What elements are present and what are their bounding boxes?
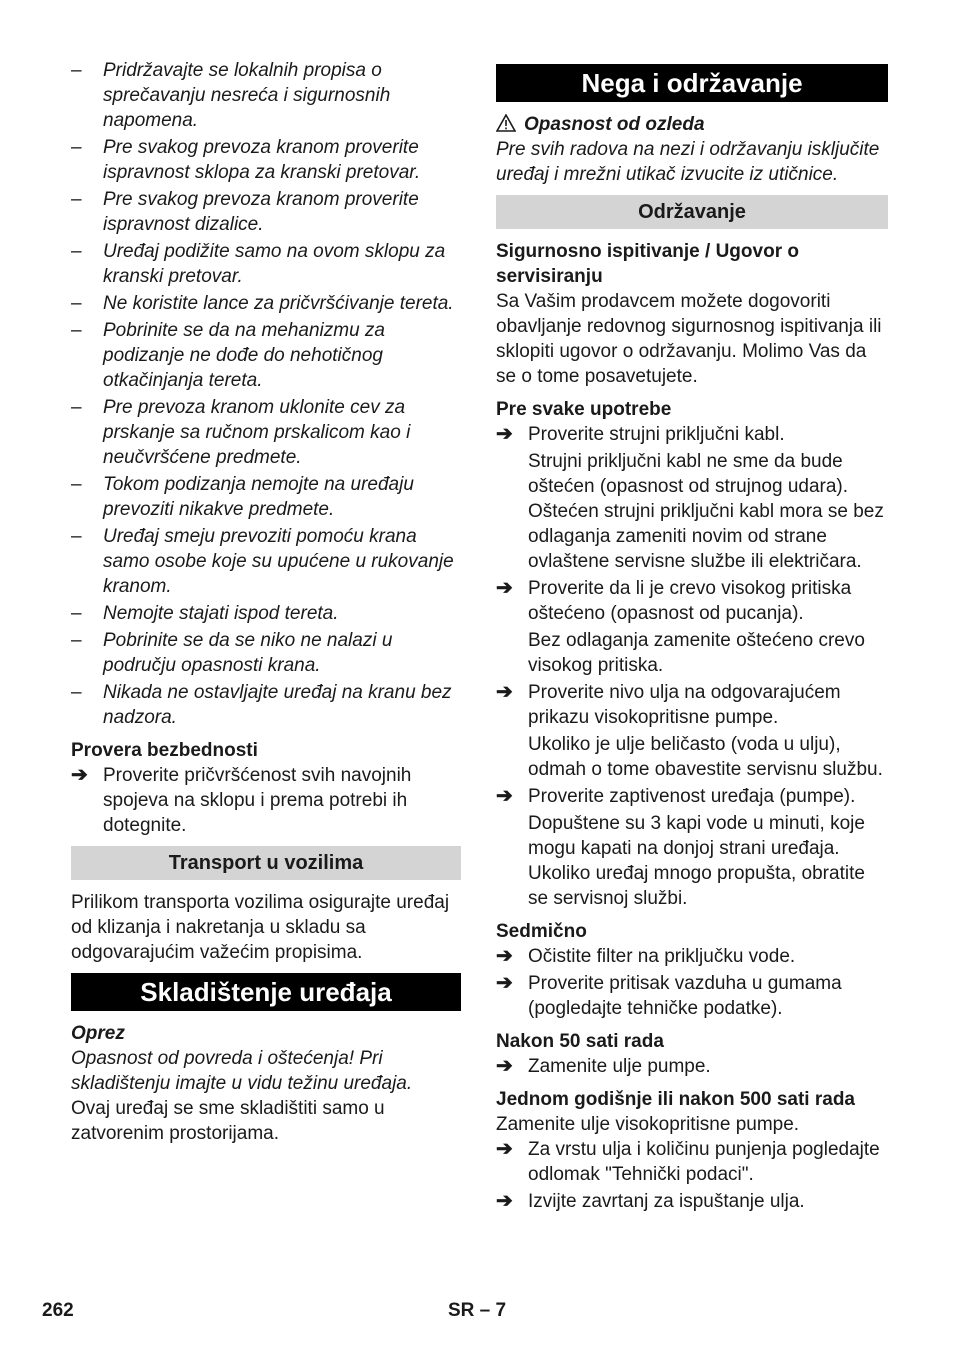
arrow-right-icon: ➔ bbox=[496, 1190, 513, 1212]
list-item: – Uređaj podižite samo na ovom sklopu za kranski pretovar. bbox=[71, 241, 446, 287]
list-item-detail: Ukoliko je ulje beličasto (voda u ulju), odmah o tome obavestite servisnu službu. bbox=[528, 734, 883, 780]
list-item: ➔ Proverite pritisak vazduha u gumama (pogledajte tehničke podatke). bbox=[496, 972, 842, 1019]
before-use-heading: Pre svake upotrebe bbox=[496, 399, 672, 420]
list-item: – Tokom podizanja nemojte na uređaju prevoziti nikakve predmete. bbox=[71, 474, 414, 520]
language-page-label: SR – 7 bbox=[448, 1300, 507, 1321]
list-item: ➔ Proverite pričvršćenost svih navojnih spojeva na sklopu i prema potrebi ih dotegnite. bbox=[71, 764, 412, 836]
list-item-detail: Strujni priključni kabl ne sme da bude oštećen (opasnost od strujnog udara). Oštećen strujni priključni kabl mora se bez odlaganja zameniti novim od strane ovlaštene servisne službe ili električara. bbox=[528, 451, 884, 572]
safety-inspection-text: Sa Vašim prodavcem možete dogovoriti obavljanje redovnog sigurnosnog ispitivanja ili sklopiti ugovor o održavanju. Molimo Vas da se o tome posavetujete. bbox=[496, 291, 882, 387]
list-item: – Nemojte stajati ispod tereta. bbox=[71, 603, 339, 624]
storage-text: Ovaj uređaj se sme skladištiti samo u zatvorenim prostorijama. bbox=[71, 1098, 385, 1144]
transport-text: Prilikom transporta vozilima osigurajte uređaj od klizanja i nakretanja u skladu sa odgovarajućim važećim propisima. bbox=[71, 892, 450, 963]
danger-text: Pre svih radova na nezi i održavanju isključite uređaj i mrežni utikač izvucite iz utičnice. bbox=[496, 139, 880, 185]
arrow-right-icon: ➔ bbox=[496, 1138, 513, 1160]
arrow-right-icon: ➔ bbox=[496, 1055, 513, 1077]
caution-label: Oprez bbox=[71, 1023, 125, 1044]
right-column bbox=[496, 64, 888, 1216]
dash-mark: – bbox=[71, 137, 82, 158]
list-item: – Pobrinite se da na mehanizmu za podizanje ne dođe do nehotičnog otkačinjanja tereta. bbox=[71, 320, 385, 391]
left-column bbox=[71, 58, 461, 1146]
arrow-right-icon: ➔ bbox=[496, 945, 513, 967]
crane-safety-list bbox=[71, 58, 461, 730]
yearly-text: Zamenite ulje visokopritisne pumpe. bbox=[496, 1114, 800, 1135]
care-heading: Nega i održavanje bbox=[496, 64, 888, 102]
dash-mark: – bbox=[71, 630, 82, 651]
list-item-detail: Bez odlaganja zamenite oštećeno crevo visokog pritiska. bbox=[528, 630, 865, 676]
weekly-heading: Sedmično bbox=[496, 921, 587, 942]
safety-check-heading: Provera bezbednosti bbox=[71, 740, 258, 761]
list-item: – Pobrinite se da se niko ne nalazi u području opasnosti krana. bbox=[71, 630, 393, 676]
list-item: ➔ Proverite zaptivenost uređaja (pumpe). bbox=[496, 785, 856, 807]
list-item: – Pre prevoza kranom uklonite cev za prskanje sa ručnom prskalicom kao i neučvršćene predmete. bbox=[71, 397, 411, 468]
danger-label-row bbox=[496, 112, 888, 137]
dash-mark: – bbox=[71, 474, 82, 495]
dash-mark: – bbox=[71, 682, 82, 703]
list-item: ➔ Očistite filter na priključku vode. bbox=[496, 945, 796, 967]
list-item: ➔ Zamenite ulje pumpe. bbox=[496, 1055, 711, 1077]
dash-mark: – bbox=[71, 526, 82, 547]
list-item: – Pre svakog prevoza kranom proverite ispravnost dizalice. bbox=[71, 189, 419, 235]
caution-text: Opasnost od povreda i oštećenja! Pri skladištenju imajte u vidu težinu uređaja. bbox=[71, 1048, 413, 1094]
danger-label: Opasnost od ozleda bbox=[524, 114, 705, 135]
dash-mark: – bbox=[71, 397, 82, 418]
page-number: 262 bbox=[42, 1300, 74, 1321]
maintenance-heading: Održavanje bbox=[496, 195, 888, 229]
list-item: ➔ Proverite da li je crevo visokog pritiska oštećeno (opasnost od pucanja). bbox=[496, 577, 852, 624]
yearly-heading: Jednom godišnje ili nakon 500 sati rada bbox=[496, 1089, 855, 1110]
arrow-right-icon: ➔ bbox=[496, 423, 513, 445]
list-item: – Pridržavajte se lokalnih propisa o sprečavanju nesreća i sigurnosnih napomena. bbox=[71, 60, 391, 131]
dash-mark: – bbox=[71, 241, 82, 262]
dash-mark: – bbox=[71, 320, 82, 341]
list-item: – Pre svakog prevoza kranom proverite ispravnost sklopa za kranski pretovar. bbox=[71, 137, 421, 183]
arrow-right-icon: ➔ bbox=[496, 577, 513, 599]
dash-mark: – bbox=[71, 60, 82, 81]
list-item: – Nikada ne ostavljajte uređaj na kranu bez nadzora. bbox=[71, 682, 452, 728]
safety-inspection-heading: Sigurnosno ispitivanje / Ugovor o servisiranju bbox=[496, 241, 799, 287]
arrow-right-icon: ➔ bbox=[496, 972, 513, 994]
arrow-right-icon: ➔ bbox=[71, 764, 88, 786]
dash-mark: – bbox=[71, 603, 82, 624]
list-item: – Uređaj smeju prevoziti pomoću krana samo osobe koje su upućene u rukovanje kranom. bbox=[71, 526, 454, 597]
arrow-right-icon: ➔ bbox=[496, 681, 513, 703]
list-item: ➔ Za vrstu ulja i količinu punjenja pogledajte odlomak "Tehnički podaci". bbox=[496, 1138, 880, 1185]
list-item: ➔ Proverite strujni priključni kabl. bbox=[496, 423, 785, 445]
dash-mark: – bbox=[71, 293, 82, 314]
arrow-right-icon: ➔ bbox=[496, 785, 513, 807]
storage-heading: Skladištenje uređaja bbox=[71, 973, 461, 1011]
after-50-hours-heading: Nakon 50 sati rada bbox=[496, 1031, 664, 1052]
list-item: ➔ Proverite nivo ulja na odgovarajućem prikazu visokopritisne pumpe. bbox=[496, 681, 841, 728]
dash-mark: – bbox=[71, 189, 82, 210]
list-item: – Ne koristite lance za pričvršćivanje tereta. bbox=[71, 293, 454, 314]
transport-heading: Transport u vozilima bbox=[71, 846, 461, 880]
warning-triangle-icon bbox=[496, 114, 516, 132]
list-item: ➔ Izvijte zavrtanj za ispuštanje ulja. bbox=[496, 1190, 805, 1212]
list-item-detail: Dopuštene su 3 kapi vode u minuti, koje mogu kapati na donjoj strani uređaja. Ukoliko uređaj mnogo propušta, obratite se servisnoj službi. bbox=[528, 813, 865, 909]
